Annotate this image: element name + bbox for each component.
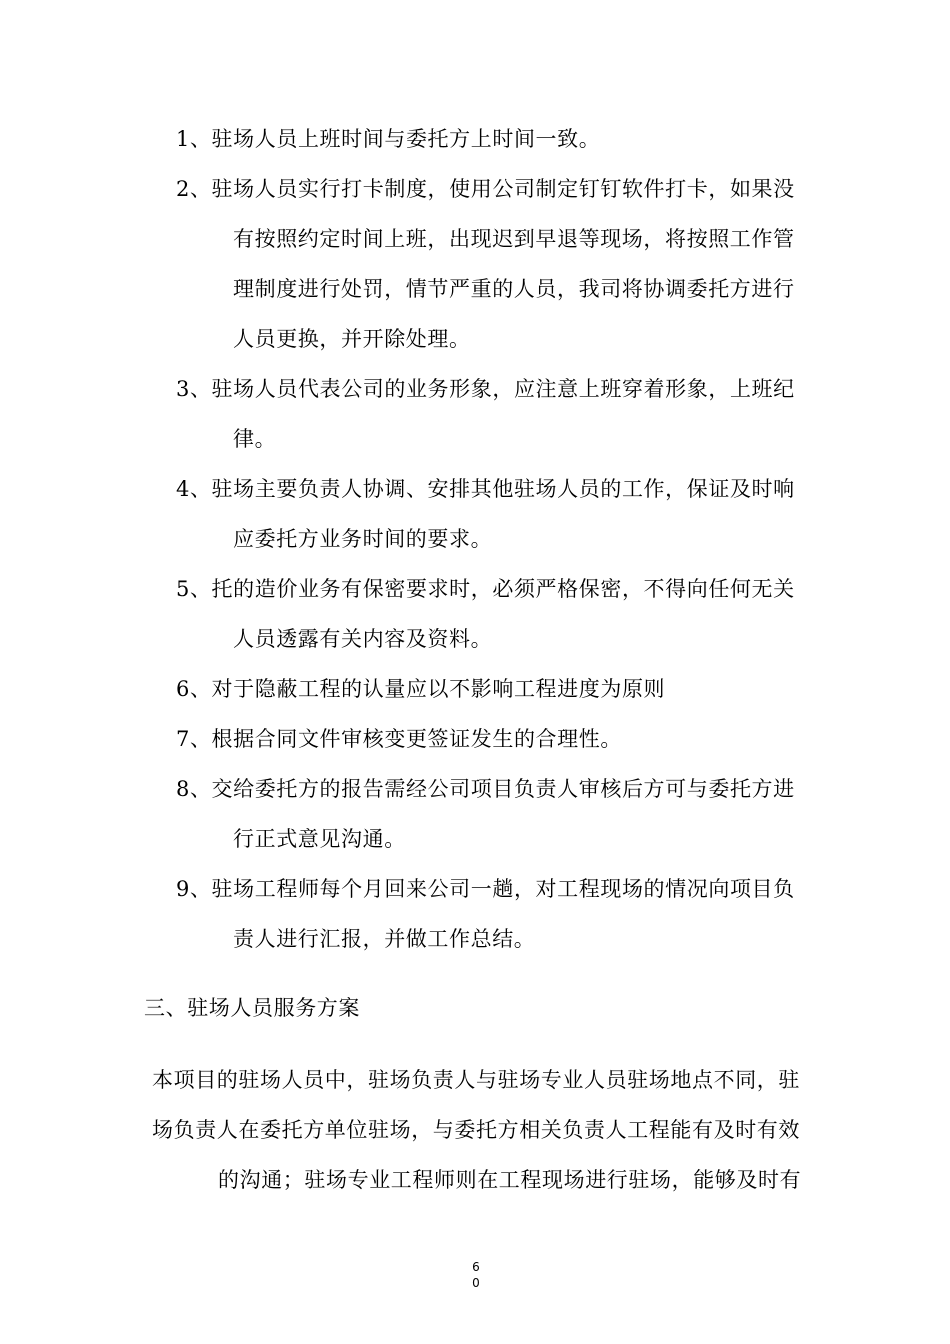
list-item-line: 人员透露有关内容及资料。	[233, 627, 493, 651]
list-item-line: 应委托方业务时间的要求。	[233, 527, 493, 551]
list-item-line: 人员更换，并开除处理。	[233, 327, 471, 351]
list-item-line: 责人进行汇报，并做工作总结。	[233, 927, 536, 951]
page-number-digit: 0	[472, 1276, 480, 1290]
list-item-line: 行正式意见沟通。	[233, 827, 406, 851]
list-item-line: 理制度进行处罚，情节严重的人员，我司将协调委托方进行	[233, 277, 795, 301]
page-number-digit: 6	[472, 1260, 480, 1274]
list-item-line: 6、对于隐蔽工程的认量应以不影响工程进度为原则	[176, 677, 666, 701]
list-item-line: 2、驻场人员实行打卡制度，使用公司制定钉钉软件打卡，如果没	[176, 177, 795, 201]
list-item-line: 5、托的造价业务有保密要求时，必须严格保密，不得向任何无关	[176, 577, 795, 601]
section-heading: 三、驻场人员服务方案	[144, 996, 360, 1020]
list-item-line: 4、驻场主要负责人协调、安排其他驻场人员的工作，保证及时响	[176, 477, 795, 501]
list-item-line: 8、交给委托方的报告需经公司项目负责人审核后方可与委托方进	[176, 777, 795, 801]
list-item-line: 律。	[233, 427, 277, 451]
list-item-line: 9、驻场工程师每个月回来公司一趟，对工程现场的情况向项目负	[176, 877, 795, 901]
paragraph-line: 的沟通；驻场专业工程师则在工程现场进行驻场，能够及时有	[218, 1168, 802, 1192]
list-item-line: 7、根据合同文件审核变更签证发生的合理性。	[176, 727, 622, 751]
paragraph-line: 场负责人在委托方单位驻场，与委托方相关负责人工程能有及时有效	[152, 1118, 800, 1142]
list-item-line: 有按照约定时间上班，出现迟到早退等现场，将按照工作管	[233, 227, 795, 251]
paragraph-line: 本项目的驻场人员中，驻场负责人与驻场专业人员驻场地点不同，驻	[152, 1068, 800, 1092]
list-item-line: 3、驻场人员代表公司的业务形象，应注意上班穿着形象，上班纪	[176, 377, 795, 401]
list-item-line: 1、驻场人员上班时间与委托方上时间一致。	[176, 127, 601, 151]
